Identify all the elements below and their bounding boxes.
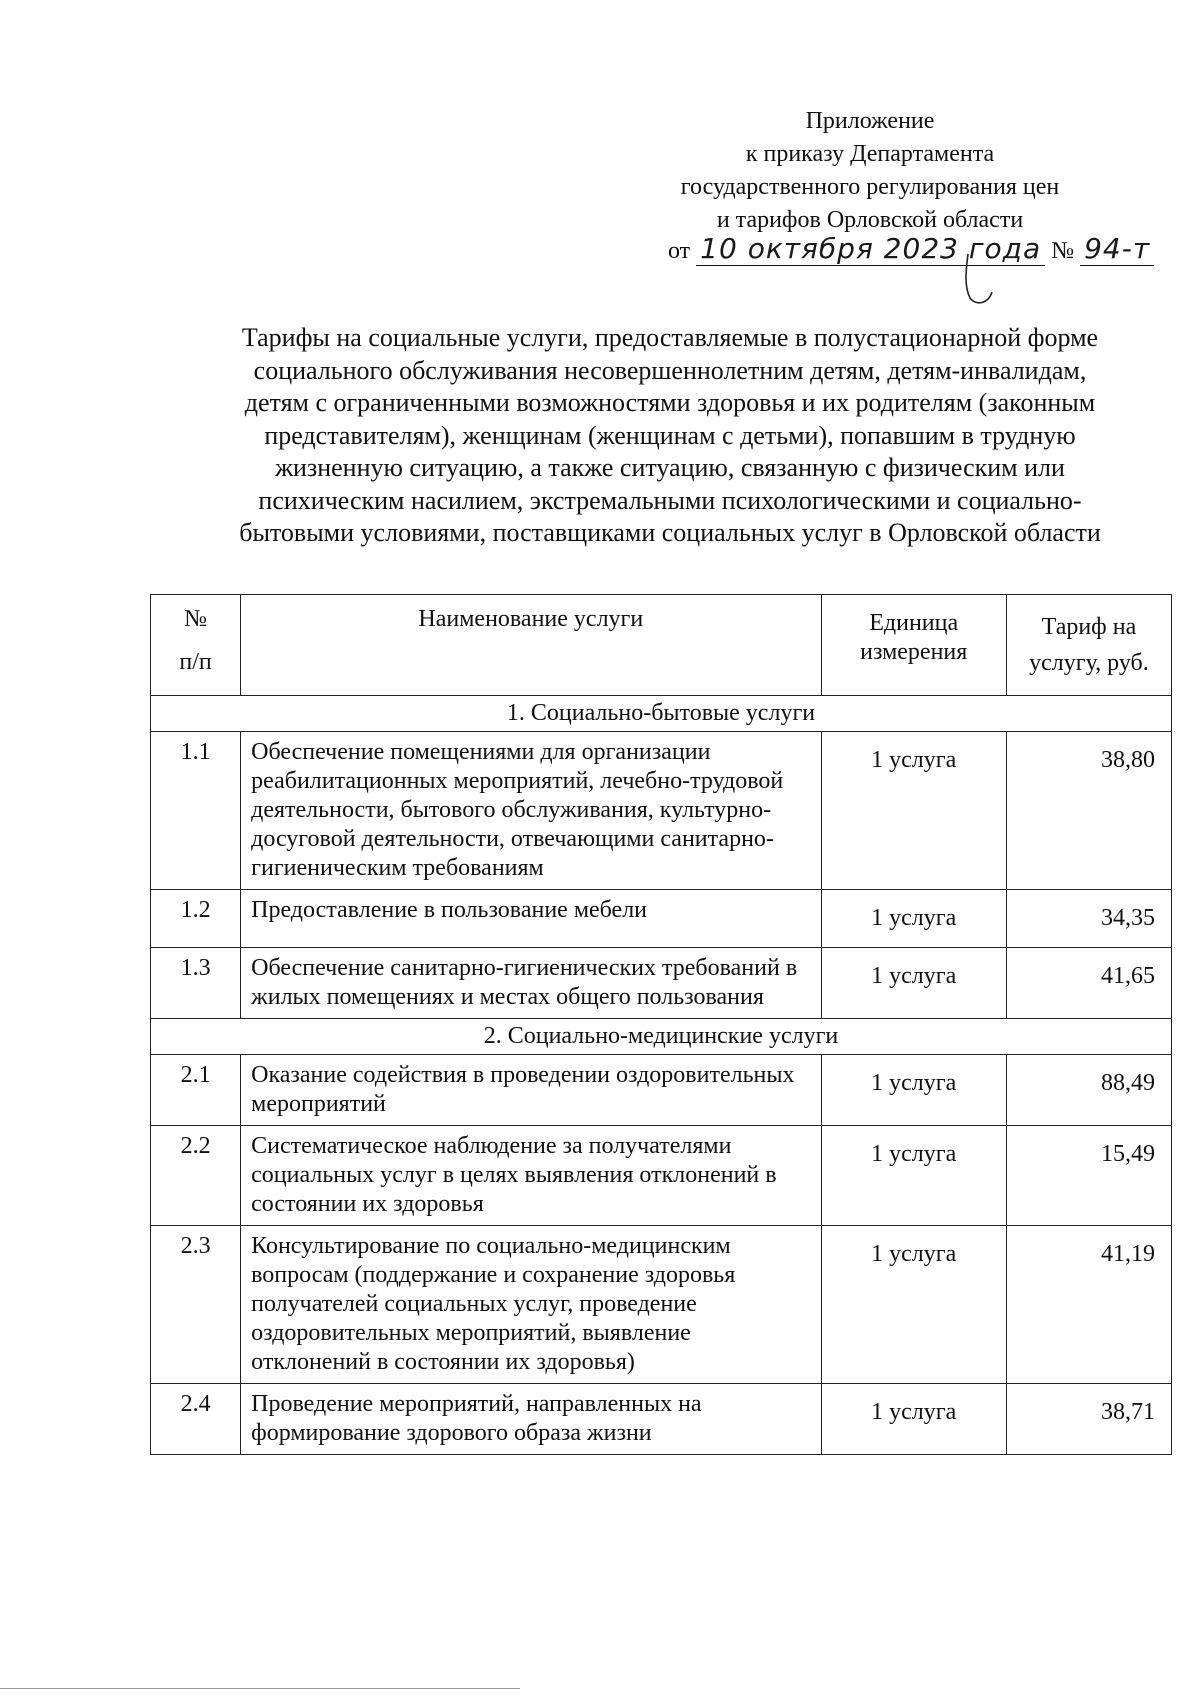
order-number-handwritten: 94-т: [1080, 232, 1154, 266]
row-unit: 1 услуга: [821, 732, 1006, 890]
row-unit: 1 услуга: [821, 1384, 1006, 1455]
table-row: [151, 1055, 1172, 1126]
row-tariff: 41,19: [1006, 1226, 1171, 1384]
row-tariff: 41,65: [1006, 948, 1171, 1019]
row-service-name: Консультирование по социально-медицинским вопросам (поддержание и сохранение здоровья получателей социальных услуг, проведение оздоровительных мероприятий, выявление отклонений в состоянии их здоровья): [241, 1226, 821, 1384]
table-header-row: [151, 595, 1172, 696]
header-tariff: Тариф на услугу, руб.: [1006, 595, 1171, 696]
appendix-line: Приложение: [805, 108, 935, 134]
section-title: 1. Социально-бытовые услуги: [151, 696, 1172, 732]
signature-mark: [960, 250, 1000, 310]
header-num-sign: №: [184, 606, 208, 632]
row-service-name: Систематическое наблюдение за получателями социальных услуг в целях выявления отклонений в состоянии их здоровья: [241, 1126, 821, 1226]
row-tariff: 88,49: [1006, 1055, 1171, 1126]
row-unit: 1 услуга: [821, 1126, 1006, 1226]
title-line: детям с ограниченными возможностями здоровья и их родителям (законным: [244, 388, 1096, 417]
row-unit: 1 услуга: [821, 1226, 1006, 1384]
header-unit: Единица измерения: [821, 595, 1006, 696]
row-service-name: Проведение мероприятий, направленных на формирование здорового образа жизни: [241, 1384, 821, 1455]
table-row: [151, 890, 1172, 948]
header-num: [151, 595, 241, 696]
section-row: [151, 696, 1172, 732]
row-num: 1.2: [151, 890, 241, 948]
row-tariff: 38,71: [1006, 1384, 1171, 1455]
row-service-name: Оказание содействия в проведении оздоровительных мероприятий: [241, 1055, 821, 1126]
appendix-line: к приказу Департамента: [745, 141, 995, 167]
table-row: [151, 1384, 1172, 1455]
row-num: 1.1: [151, 732, 241, 890]
row-service-name: Обеспечение помещениями для организации реабилитационных мероприятий, лечебно-трудовой деятельности, бытового обслуживания, культурно-досуговой деятельности, отвечающими санитарно-гигиеническим требованиям: [241, 732, 821, 890]
title-line: социального обслуживания несовершеннолетним детям, детям-инвалидам,: [253, 355, 1087, 385]
row-unit: 1 услуга: [821, 890, 1006, 948]
tariffs-table: [150, 594, 1172, 1455]
row-num: 2.2: [151, 1126, 241, 1226]
header-name: Наименование услуги: [241, 595, 821, 696]
row-tariff: 38,80: [1006, 732, 1171, 890]
row-num: 1.3: [151, 948, 241, 1019]
row-tariff: 15,49: [1006, 1126, 1171, 1226]
table-row: [151, 1126, 1172, 1226]
header-num-pp: п/п: [179, 649, 212, 675]
row-unit: 1 услуга: [821, 1055, 1006, 1126]
title-line: бытовыми условиями, поставщиками социальных услуг в Орловской области: [239, 518, 1101, 547]
section-row: [151, 1019, 1172, 1055]
title-line: представителям), женщинам (женщинам с детьми), попавшим в трудную: [264, 420, 1076, 450]
order-date-handwritten: 10 октября 2023 года: [696, 232, 1045, 266]
title-line: жизненную ситуацию, а также ситуацию, связанную с физическим или: [275, 453, 1065, 482]
table-row: [151, 732, 1172, 890]
row-service-name: Предоставление в пользование мебели: [241, 890, 821, 948]
title-line: Тарифы на социальные услуги, предоставляемые в полустационарной форме: [241, 323, 1099, 352]
title-line: психическим насилием, экстремальными психологическими и социально-: [258, 485, 1082, 515]
table-row: [151, 948, 1172, 1019]
order-from-label: от: [668, 238, 691, 264]
row-tariff: 34,35: [1006, 890, 1171, 948]
document-title: [190, 322, 1150, 550]
row-num: 2.4: [151, 1384, 241, 1455]
order-line: [668, 232, 1154, 265]
row-service-name: Обеспечение санитарно-гигиенических требований в жилых помещениях и местах общего пользования: [241, 948, 821, 1019]
appendix-header: [640, 105, 1100, 237]
appendix-line: и тарифов Орловской области: [716, 207, 1024, 233]
order-number-label: №: [1051, 238, 1075, 264]
table-row: [151, 1226, 1172, 1384]
footer-rule: [0, 1688, 520, 1689]
row-unit: 1 услуга: [821, 948, 1006, 1019]
appendix-line: государственного регулирования цен: [680, 174, 1060, 200]
section-title: 2. Социально-медицинские услуги: [151, 1019, 1172, 1055]
row-num: 2.1: [151, 1055, 241, 1126]
row-num: 2.3: [151, 1226, 241, 1384]
